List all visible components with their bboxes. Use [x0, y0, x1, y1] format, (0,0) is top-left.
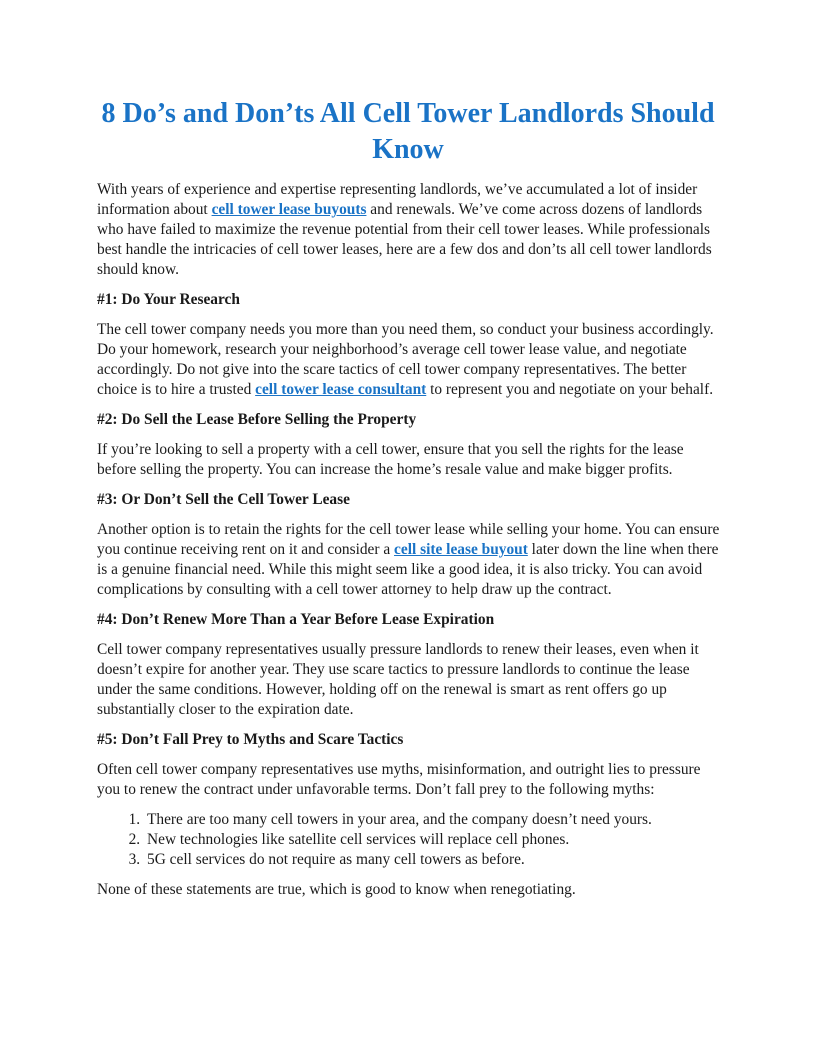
article-body — [97, 180, 721, 910]
cell-site-lease-buyout-link[interactable]: cell site lease buyout — [394, 541, 528, 558]
section-2-paragraph: If you’re looking to sell a property with a cell tower, ensure that you sell the rights for the lease before selling the property. You can increase the home’s resale value and make bigger profits. — [97, 441, 684, 478]
section-4-paragraph: Cell tower company representatives usually pressure landlords to renew their leases, even when it doesn’t expire for another year. They use scare tactics to pressure landlords to continue the lease under the same conditions. However, holding off on the renewal is smart as rent offers go up substantially closer to the expiration date. — [97, 641, 699, 718]
list-item: 1. There are too many cell towers in your area, and the company doesn’t need yours. — [144, 810, 721, 830]
section-1-text-after: to represent you and negotiate on your behalf. — [426, 381, 714, 398]
section-3-text-before: Another option is to retain the rights for the cell tower lease while selling your home. You can ensure you continue receiving rent on it and consider a — [97, 521, 720, 558]
section-1-text-before: The cell tower company needs you more than you need them, so conduct your business accordingly. Do your homework, research your neighborhood’s average cell tower lease value, and negotiate accordingly. Do not give into the scare tactics of cell tower company representatives. The better choice is to hire a trusted — [97, 321, 714, 398]
section-3-heading: #3: Or Don’t Sell the Cell Tower Lease — [97, 491, 350, 508]
intro-paragraph — [97, 180, 721, 280]
section-3-paragraph — [97, 520, 721, 600]
intro-text-before: With years of experience and expertise representing landlords, we’ve accumulated a lot of insider information about — [97, 181, 698, 218]
cell-tower-lease-consultant-link[interactable]: cell tower lease consultant — [255, 381, 427, 398]
section-3-text-after: later down the line when there is a genuine financial need. While this might seem like a good idea, it is also tricky. You can avoid complications by consulting with a cell tower attorney to help draw up the contract. — [97, 541, 719, 598]
page-title: 8 Do’s and Don’ts All Cell Tower Landlords Should Know — [101, 98, 715, 165]
list-item: 3. 5G cell services do not require as many cell towers as before. — [144, 850, 721, 870]
list-item: 2. New technologies like satellite cell services will replace cell phones. — [144, 830, 721, 850]
section-1-paragraph — [97, 320, 721, 400]
cell-tower-lease-buyouts-link[interactable]: cell tower lease buyouts — [211, 201, 367, 218]
section-4-heading: #4: Don’t Renew More Than a Year Before Lease Expiration — [97, 611, 495, 628]
myths-list — [97, 810, 721, 870]
section-1-heading: #1: Do Your Research — [97, 291, 240, 308]
section-5-paragraph: Often cell tower company representatives use myths, misinformation, and outright lies to pressure you to renew the contract under unfavorable terms. Don’t fall prey to the following myths: — [97, 761, 701, 798]
intro-text-after: and renewals. We’ve come across dozens of landlords who have failed to maximize the revenue potential from their cell tower leases. While professionals best handle the intricacies of cell tower leases, here are a few dos and don’ts all cell tower landlords should know. — [97, 201, 712, 278]
closing-paragraph: None of these statements are true, which is good to know when renegotiating. — [97, 881, 576, 898]
section-2-heading: #2: Do Sell the Lease Before Selling the Property — [97, 411, 417, 428]
section-5-heading: #5: Don’t Fall Prey to Myths and Scare Tactics — [97, 731, 404, 748]
